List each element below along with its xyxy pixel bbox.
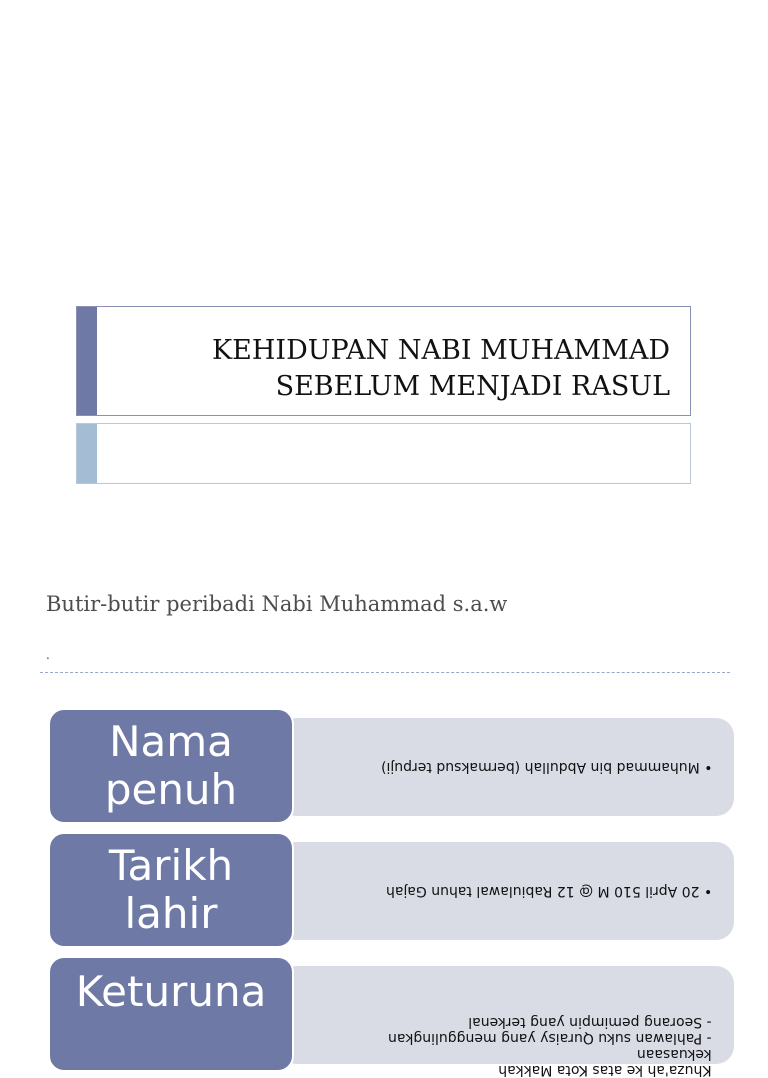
title-accent-bar — [77, 307, 97, 415]
detail-label: Keturuna — [48, 956, 294, 1072]
detail-row-keturunan — [48, 956, 734, 1078]
subtitle-accent-bar — [77, 424, 97, 483]
detail-panel — [278, 718, 734, 816]
detail-text: Khuza'ah ke atas Kota Makkah kekuasaan - Pahlawan suku Quraisy yang menggulingkan - Seorang pemimpin yang terkenal — [388, 1014, 712, 1078]
detail-label: Tarikh lahir — [48, 832, 294, 948]
detail-label: Nama penuh — [48, 708, 294, 824]
detail-panel — [278, 966, 734, 1078]
slide-title: KEHIDUPAN NABI MUHAMMAD SEBELUM MENJADI RASUL — [212, 335, 670, 402]
section-heading: Butir-butir peribadi Nabi Muhammad s.a.w — [46, 592, 508, 616]
dashed-divider — [40, 672, 730, 673]
detail-panel — [278, 842, 734, 940]
detail-text: • 20 April 510 M @ 12 Rabiulawal tahun Gajah — [385, 883, 712, 899]
detail-row-nama-penuh — [48, 708, 734, 826]
detail-text: • Muhammad bin Abdullah (bermaksud terpuji) — [380, 759, 712, 775]
detail-row-tarikh-lahir — [48, 832, 734, 950]
stray-dot: . — [46, 648, 50, 662]
subtitle-box — [76, 423, 691, 484]
title-box — [76, 306, 691, 416]
